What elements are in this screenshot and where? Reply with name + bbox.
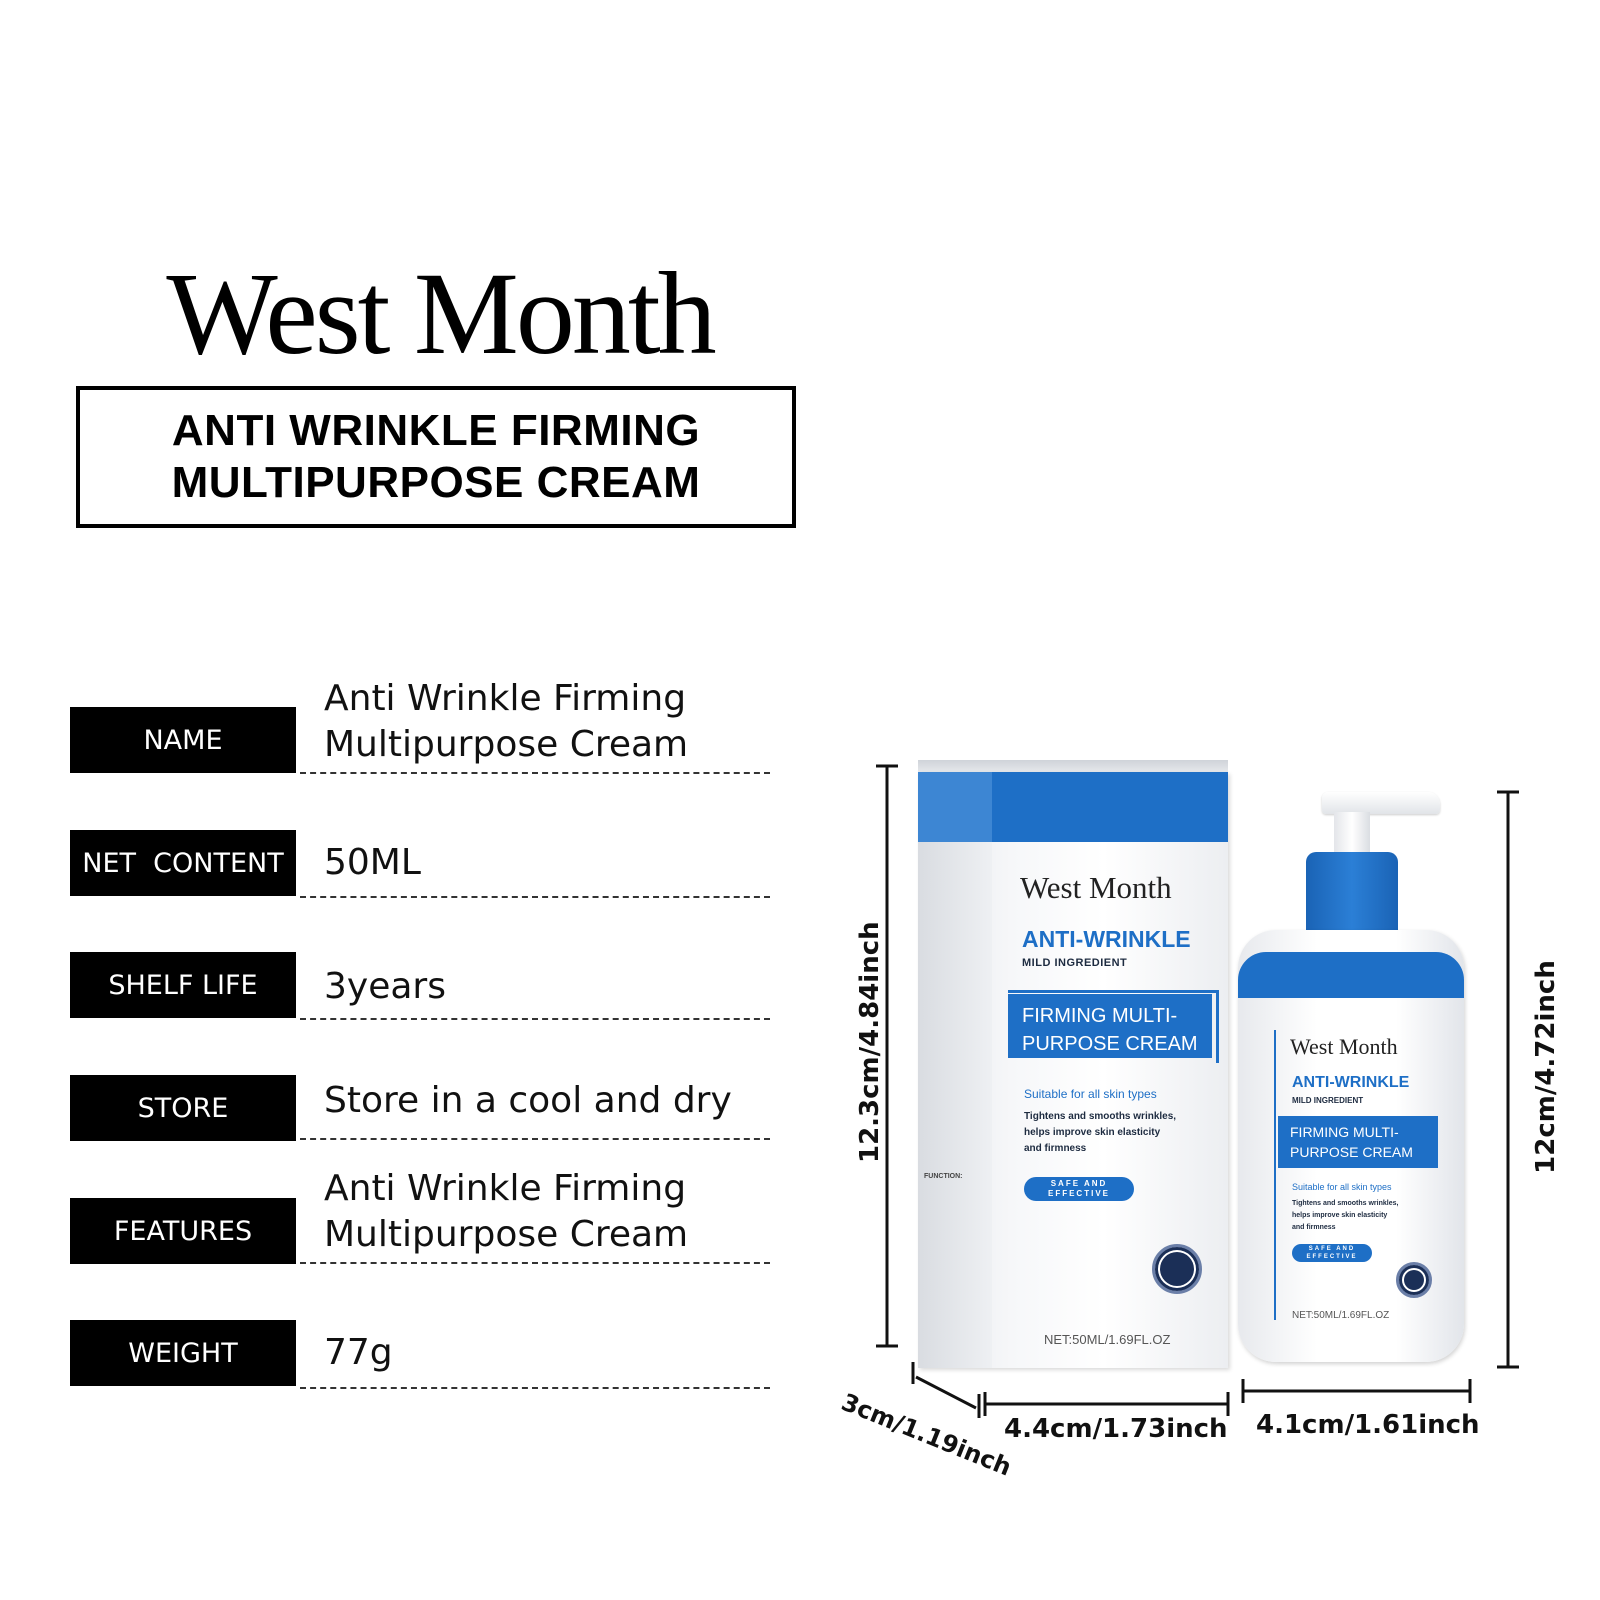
pump-head xyxy=(1322,792,1440,814)
bottle-brand: West Month xyxy=(1290,1034,1398,1059)
spec-label-features: FEATURES xyxy=(70,1198,296,1264)
product-title-line-2: MULTIPURPOSE CREAM xyxy=(171,458,701,507)
pump-stem xyxy=(1334,812,1370,856)
product-title-line-1: ANTI WRINKLE FIRMING xyxy=(171,406,701,455)
bottle-desc-line: helps improve skin elasticity xyxy=(1292,1212,1388,1219)
spec-label-name: NAME xyxy=(70,707,296,773)
bottle-product-line: PURPOSE CREAM xyxy=(1290,1144,1413,1160)
box-headline: ANTI-WRINKLE xyxy=(1022,926,1191,952)
dimension-box-height: 12.3cm/4.84inch xyxy=(855,921,885,1163)
box-side-heading: FUNCTION: xyxy=(924,1173,963,1180)
spec-value-line: Anti Wrinkle Firming xyxy=(324,1168,687,1209)
box-seal-icon xyxy=(1152,1244,1202,1294)
bottle-subhead: MILD INGREDIENT xyxy=(1292,1096,1364,1105)
box-product-line: PURPOSE CREAM xyxy=(1022,1033,1198,1055)
spec-label-weight: WEIGHT xyxy=(70,1320,296,1386)
spec-value-line: Multipurpose Cream xyxy=(324,1214,689,1255)
bottle-net-content: NET:50ML/1.69FL.OZ xyxy=(1292,1310,1390,1321)
bottle-seal-icon xyxy=(1396,1262,1432,1298)
bottle-cap xyxy=(1306,852,1398,936)
brand-logo-text: West Month xyxy=(166,248,714,379)
bottle-headline: ANTI-WRINKLE xyxy=(1292,1074,1410,1091)
badge-line: EFFECTIVE xyxy=(1306,1254,1358,1260)
bottle-blue-band xyxy=(1238,952,1464,998)
spec-value-line: Store in a cool and dry xyxy=(324,1080,732,1121)
box-side-face xyxy=(918,772,992,1368)
spec-value-line: 77g xyxy=(324,1332,393,1373)
bottle-product-line: FIRMING MULTI- xyxy=(1290,1124,1399,1140)
box-desc-line: Tightens and smooths wrinkles, xyxy=(1024,1111,1177,1122)
box-subhead: MILD INGREDIENT xyxy=(1022,957,1128,969)
box-suitable: Suitable for all skin types xyxy=(1024,1087,1157,1101)
dimension-box-width: 4.4cm/1.73inch xyxy=(1004,1414,1228,1444)
dimension-bottle-width: 4.1cm/1.61inch xyxy=(1256,1410,1480,1440)
box-description xyxy=(1024,1109,1176,1157)
box-blue-band-side xyxy=(918,772,992,842)
spec-label-store: STORE xyxy=(70,1075,296,1141)
bottle-desc-line: and firmness xyxy=(1292,1224,1336,1231)
dimension-bottle-height: 12cm/4.72inch xyxy=(1531,960,1561,1174)
box-brand: West Month xyxy=(1020,870,1172,905)
spec-label-text: NET CONTENT xyxy=(82,847,284,879)
dimension-box-depth: 3cm/1.19inch xyxy=(837,1388,1016,1482)
bottle-product-name xyxy=(1290,1122,1413,1162)
spec-value-line: Multipurpose Cream xyxy=(324,724,689,765)
bottle-accent-line xyxy=(1274,1030,1276,1320)
badge-line: EFFECTIVE xyxy=(1047,1189,1110,1198)
box-desc-line: and firmness xyxy=(1024,1143,1087,1154)
spec-value-line: Anti Wrinkle Firming xyxy=(324,678,687,719)
spec-value-line: 3years xyxy=(324,966,446,1007)
bottle-desc-line: Tightens and smooths wrinkles, xyxy=(1292,1200,1399,1207)
bottle-safe-badge xyxy=(1292,1244,1372,1262)
bottle-description xyxy=(1292,1198,1398,1234)
spec-label-shelf-life: SHELF LIFE xyxy=(70,952,296,1018)
box-side-function-text xyxy=(924,1172,988,1182)
bottle-suitable: Suitable for all skin types xyxy=(1292,1182,1392,1192)
box-product-name xyxy=(1022,1002,1198,1058)
box-safe-badge xyxy=(1024,1177,1134,1201)
box-desc-line: helps improve skin elasticity xyxy=(1024,1127,1161,1138)
badge-line: SAFE AND xyxy=(1308,1246,1356,1252)
box-net-content: NET:50ML/1.69FL.OZ xyxy=(1044,1332,1171,1347)
spec-value-line: 50ML xyxy=(324,842,421,883)
box-product-line: FIRMING MULTI- xyxy=(1022,1005,1178,1027)
badge-line: SAFE AND xyxy=(1050,1179,1108,1188)
